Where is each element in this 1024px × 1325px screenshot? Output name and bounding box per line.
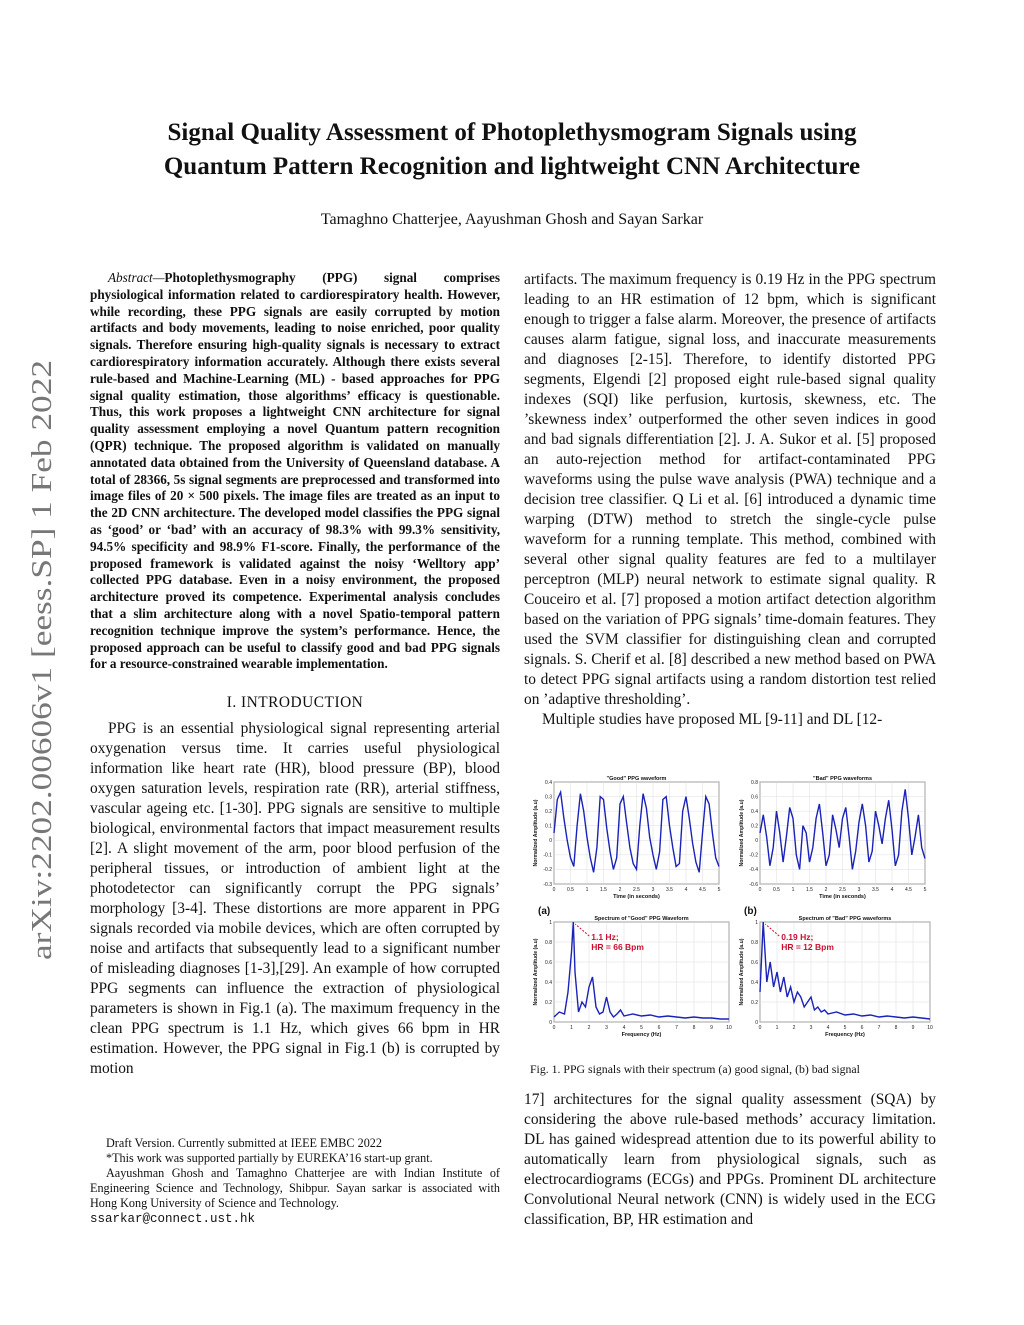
x-tick-label: 4.5 [699, 887, 706, 893]
x-tick-label: 1 [791, 887, 795, 893]
footnotes [90, 1136, 500, 1227]
y-tick-label: 0.3 [545, 794, 552, 801]
y-tick-label: -0.4 [749, 867, 758, 874]
x-tick-label: 1.5 [600, 887, 607, 893]
y-tick-label: 0.2 [751, 999, 758, 1006]
chart-title: Spectrum of "Good" PPG Waveform [594, 916, 689, 922]
chart-title: "Bad" PPG waveforms [812, 776, 873, 782]
x-tick-label: 10 [927, 1025, 933, 1031]
chart-panel-1 [533, 776, 721, 917]
abstract-lead: Abstract— [108, 270, 165, 285]
y-axis-label: Normalized Amplitude (a.u) [533, 938, 539, 1006]
x-tick-label: 9 [911, 1025, 915, 1031]
chart-title: "Good" PPG waveform [606, 776, 667, 782]
x-tick-label: 3 [857, 887, 861, 893]
author-list: Tamaghno Chatterjee, Aayushman Ghosh and Sayan Sarkar [320, 211, 704, 228]
y-tick-label: 0.2 [545, 999, 552, 1006]
annotation-text: 0.19 Hz; [781, 932, 814, 942]
x-tick-label: 2 [618, 887, 622, 893]
y-tick-label: 0.6 [751, 959, 758, 966]
x-tick-label: 6 [860, 1025, 864, 1031]
x-tick-label: 3 [809, 1025, 813, 1031]
x-tick-label: 0 [552, 887, 556, 893]
x-tick-label: 5 [640, 1025, 643, 1031]
y-tick-label: 0.4 [545, 779, 552, 786]
y-tick-label: 0.4 [545, 979, 552, 986]
x-tick-label: 10 [726, 1025, 732, 1031]
right-paragraph-1: artifacts. The maximum frequency is 0.19 Hz in the PPG spectrum leading to an HR estimation of 12 bpm, which is significant enough to trigger a false alarm. Moreover, the presence of artifacts causes alarm fatigue, signal loss, and inaccurate measurements and diagnoses [2-15]. Therefore, to identify distorted PPG segments, Elgendi [2] proposed eight rule-based signal quality indexes (SQI) like perfusion, kurtosis, skewness, etc. The ’skewness index’ outperformed the other seven indices in good and bad signals differentiation [2]. J. A. Sukor et al. [5] proposed an auto-rejection method for artifact-contaminated PPG waveforms using the pulse wave analysis (PWA) technique and a decision tree classifier. Q Li et al. [6] introduced a dynamic time warping (DTW) method to stretch the single-cycle pulse waveform for a running template. This method, combined with several other signal quality features are fed to a multilayer perceptron (MLP) neural network to estimate signal quality. R Couceiro et al. [7] proposed a motion artifact detection algorithm based on the variation of PPG signals’ time-domain features. They used the SVM classifier for distinguishing clean and corrupted signals. S. Cherif et al. [8] described a new method based on PWA to detect PPG signal artifacts using a random distortion test relied on ’adaptive thresholding’. [524, 271, 936, 708]
x-tick-label: 0.5 [567, 887, 574, 893]
x-tick-label: 1 [570, 1025, 573, 1031]
y-tick-label: 0.8 [545, 939, 552, 946]
y-tick-label: 0.6 [751, 794, 758, 801]
x-axis-label: Time (in seconds) [819, 894, 866, 900]
x-tick-label: 0 [758, 1025, 762, 1031]
y-tick-label: 0 [755, 1019, 758, 1026]
y-tick-label: -0.6 [749, 881, 758, 888]
y-tick-label: 0 [755, 838, 758, 845]
x-tick-label: 0 [758, 887, 762, 893]
x-tick-label: 0.5 [773, 887, 780, 893]
x-tick-label: 2 [824, 887, 828, 893]
title-line-2: Quantum Pattern Recognition and lightweight CNN Architecture [163, 153, 861, 180]
y-tick-label: -0.2 [543, 867, 552, 874]
x-tick-label: 5 [923, 887, 927, 893]
y-tick-label: -0.2 [749, 852, 758, 859]
y-tick-label: 1 [549, 919, 552, 926]
y-tick-label: -0.3 [543, 881, 552, 888]
right-column [524, 270, 936, 730]
x-tick-label: 7 [877, 1025, 881, 1031]
left-column [90, 270, 500, 1079]
intro-paragraph: PPG is an essential physiological signal representing arterial oxygenation versus time. It carries useful physiological information like heart rate (HR), blood pressure (BP), blood oxygen saturation levels, respiration rate (RR), arterial stiffness, vascular ageing etc. [1-30]. PPG signals are sensitive to multiple biological, environmental factors that impact measurement results [2]. A slight movement of the arm, poor blood perfusion of the peripheral tissues, or introduction of ambient light at the photodetector can significantly corrupt the PPG signals’ morphology [3-4]. These distortions are more apparent in PPG signals recorded via mobile devices, which are often corrupted by noise and artifacts that subsequently lead to a significant number of misleading diagnoses [1-3],[29]. An example of how corrupted PPG segments can influence the extraction of physiological parameters is shown in Fig.1 (a). The maximum frequency in the clean PPG spectrum is 1.1 Hz, which gives 66 bpm in HR estimation. However, the PPG signal in Fig.1 (b) is corrupted by motion [90, 720, 500, 1078]
panel-label: (b) [744, 906, 757, 917]
y-tick-label: 0.4 [751, 979, 758, 986]
x-tick-label: 7 [675, 1025, 678, 1031]
abstract-body: Photoplethysmography (PPG) signal comprises physiological information related to cardiorespiratory health. However, while recording, these PPG signals are easily corrupted by motion artifacts and body movements, leading to noise enriched, poor quality signals. Therefore ensuring high-quality signals is necessary to extract cardiorespiratory information accurately. Although there exists several rule-based and Machine-Learning (ML) - based approaches for PPG signal quality estimation, those algorithms’ efficacy is questionable. Thus, this work proposes a lightweight CNN architecture for signal quality assessment employing a novel Quantum pattern recognition (QPR) technique. The proposed algorithm is validated on manually annotated data obtained from the University of Queensland database. A total of 28366, 5s signal segments are preprocessed and transformed into image files of 20 × 500 pixels. The image files are treated as an input to the 2D CNN architecture. The developed model classifies the PPG signal as ‘good’ or ‘bad’ with an accuracy of 98.3% with 99.3% sensitivity, 94.5% specificity and 98.9% F1-score. Finally, the performance of the proposed framework is validated against the noisy ‘Welltory app’ collected PPG database. Even in a noisy environment, the proposed architecture proved its competence. Experimental analysis concludes that a slim architecture along with a novel Spatio-temporal pattern recognition technique improve the system’s performance. Hence, the proposed approach can be useful to classify good and bad PPG signals for a resource-constrained wearable implementation. [90, 270, 500, 672]
annotation-text: 1.1 Hz; [591, 932, 619, 942]
y-tick-label: 0.2 [751, 823, 758, 830]
x-tick-label: 4 [622, 1025, 626, 1031]
x-tick-label: 2.5 [633, 887, 640, 893]
annotation-text: HR = 66 Bpm [591, 942, 644, 952]
figure-caption: Fig. 1. PPG signals with their spectrum (a) good signal, (b) bad signal [530, 1062, 860, 1076]
y-tick-label: 0.8 [751, 939, 758, 946]
footnote-draft: Draft Version. Currently submitted at IEEE EMBC 2022 [106, 1136, 382, 1150]
footnote-email[interactable]: ssarkar@connect.ust.hk [90, 1212, 256, 1226]
abstract [90, 270, 500, 673]
x-tick-label: 4 [684, 887, 688, 893]
paper-title [100, 116, 924, 184]
x-axis-label: Frequency (Hz) [621, 1032, 662, 1038]
title-line-1: Signal Quality Assessment of Photoplethysmogram Signals using [167, 119, 857, 146]
footnote-grant: *This work was supported partially by EUREKA’16 start-up grant. [106, 1151, 433, 1165]
arxiv-stamp [18, 360, 64, 960]
x-tick-label: 9 [710, 1025, 713, 1031]
y-tick-label: 0.6 [545, 959, 552, 966]
figure-1 [524, 774, 936, 1046]
x-tick-label: 3 [651, 887, 655, 893]
y-tick-label: -0.1 [543, 852, 552, 859]
x-tick-label: 1 [585, 887, 589, 893]
right-paragraph-2: Multiple studies have proposed ML [9-11] and DL [12- [542, 711, 883, 728]
y-tick-label: 0.8 [751, 779, 758, 786]
y-tick-label: 0 [549, 1019, 552, 1026]
x-tick-label: 3.5 [872, 887, 879, 893]
footnote-affiliation: Aayushman Ghosh and Tamaghno Chatterjee are with Indian Institute of Engineering Science and Technology, Shibpur. Sayan sarkar is associated with Hong Kong University of Science and Technology. [90, 1166, 500, 1210]
x-axis-label: Time (in seconds) [613, 894, 660, 900]
y-tick-label: 0.2 [545, 808, 552, 815]
y-tick-label: 1 [755, 919, 758, 926]
x-tick-label: 8 [692, 1025, 696, 1031]
chart-panel-2 [739, 776, 927, 917]
x-tick-label: 2.5 [839, 887, 846, 893]
x-tick-label: 1 [775, 1025, 779, 1031]
section-heading: I. INTRODUCTION [226, 694, 364, 712]
x-tick-label: 2 [587, 1025, 591, 1031]
chart-panel-3 [533, 916, 732, 1038]
x-tick-label: 4 [890, 887, 894, 893]
x-axis-label: Frequency (Hz) [825, 1032, 865, 1038]
annotation-text: HR = 12 Bpm [781, 942, 834, 952]
x-tick-label: 5 [717, 887, 721, 893]
y-tick-label: 0 [549, 838, 552, 845]
x-tick-label: 4 [826, 1025, 830, 1031]
right-paragraph-3: 17] architectures for the signal quality assessment (SQA) by considering the above rule-based methods’ accuracy limitation. DL has gained widespread attention due to its powerful ability to automatically learn from physiological signals, such as electrocardiograms (ECGs) and PPGs. Prominent DL architecture Convolutional Neural network (CNN) is widely used in the ECG classification, BP, HR estimation and [524, 1091, 936, 1228]
chart-panel-4 [739, 916, 933, 1038]
x-tick-label: 5 [843, 1025, 847, 1031]
y-axis-label: Normalized Amplitude (a.u) [533, 799, 539, 867]
y-tick-label: 0.1 [545, 823, 552, 830]
x-tick-label: 0 [552, 1025, 556, 1031]
x-tick-label: 2 [792, 1025, 796, 1031]
panel-label: (a) [538, 906, 551, 917]
x-tick-label: 1.5 [806, 887, 813, 893]
x-tick-label: 8 [894, 1025, 898, 1031]
x-tick-label: 3.5 [666, 887, 673, 893]
footnote-email-line [90, 1211, 500, 1227]
y-axis-label: Normalized Amplitude (a.u) [739, 799, 745, 867]
x-tick-label: 3 [605, 1025, 608, 1031]
chart-title: Spectrum of "Bad" PPG waveforms [798, 916, 892, 922]
x-tick-label: 6 [657, 1025, 661, 1031]
x-tick-label: 4.5 [905, 887, 912, 893]
y-axis-label: Normalized Amplitude (a.u) [739, 938, 745, 1006]
y-tick-label: 0.4 [751, 808, 758, 815]
arxiv-id: arXiv:2202.00606v1 [eess.SP] 1 Feb 2022 [26, 467, 58, 960]
